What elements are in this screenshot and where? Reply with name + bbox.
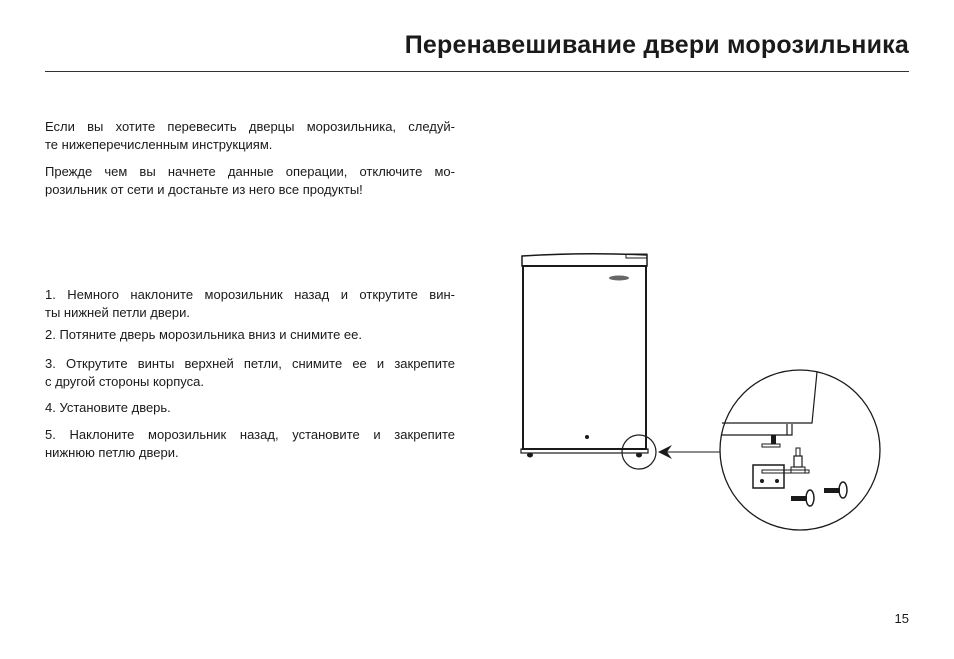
page-title: Перенавешивание двери морозильника [404,31,909,59]
text-line: 4. Установите дверь. [45,400,171,415]
hinge-detail-magnified-icon [720,370,880,530]
text-line: Если вы хотите перевесить дверцы морозильника, следуй- [45,119,455,134]
text-line: 5. Наклоните морозильник назад, установите и закрепите [45,427,455,442]
text-line: 1. Немного наклоните морозильник назад и открутите вин- [45,287,455,302]
text-line: ты нижней петли двери. [45,305,190,320]
text-line: Прежде чем вы начнете данные операции, отключите мо- [45,164,455,179]
freezer-icon [521,254,656,469]
arrow-icon [658,445,720,459]
text-line: 2. Потяните дверь морозильника вниз и снимите ее. [45,327,362,342]
text-line: 3. Открутите винты верхней петли, снимите ее и закрепите [45,356,455,371]
text-line: те нижеперечисленным инструкциям. [45,137,273,152]
page-number: 15 [894,611,909,626]
text-line: нижнюю петлю двери. [45,445,179,460]
text-line: с другой стороны корпуса. [45,374,205,389]
text-line: розильник от сети и достаньте из него все продукты! [45,182,363,197]
